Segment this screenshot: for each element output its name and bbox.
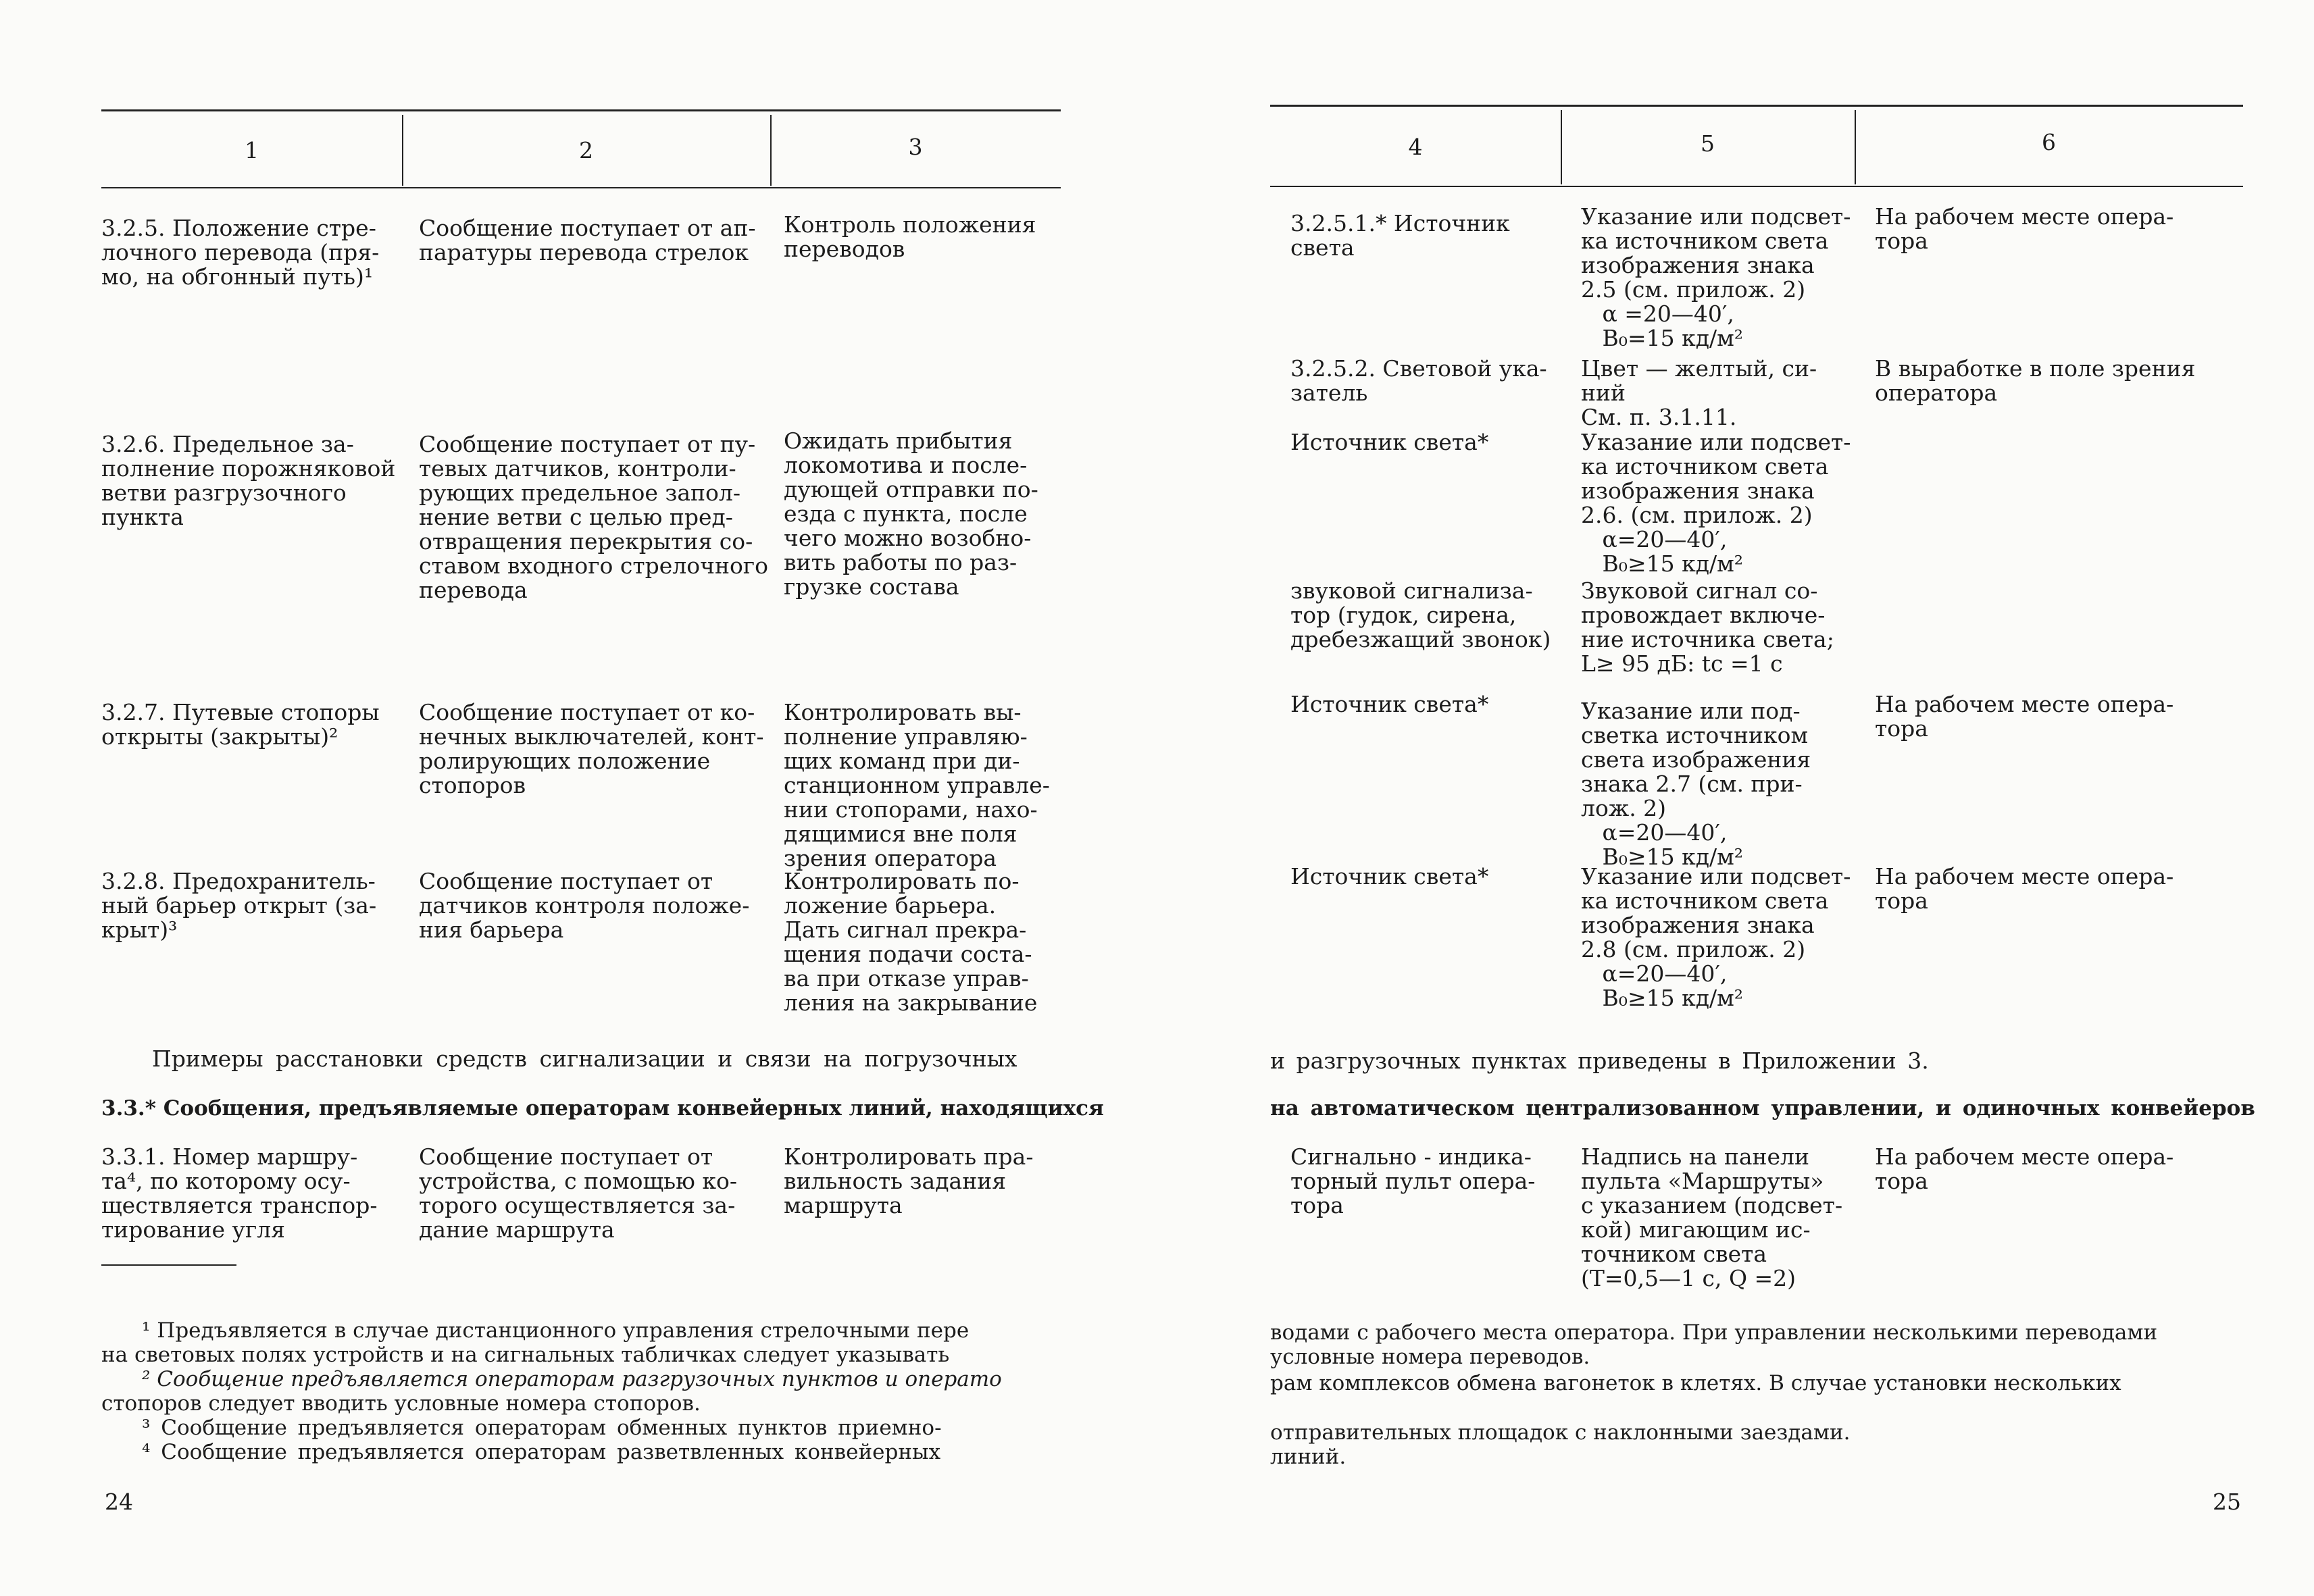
table-top-rule — [101, 109, 1061, 111]
left-page — [101, 0, 1104, 1596]
column-header-2: 2 — [579, 137, 593, 163]
table-cell: Указание или подсвет- ка источником света изображения знака 2.6. (см. прилож. 2) α=20—40′, B₀≥15 кд/м² — [1581, 429, 1851, 577]
table-cell: Сообщение поступает от ап- паратуры перевода стрелок — [419, 215, 756, 265]
table-cell: Сигнально - индика- торный пульт опера- тора — [1290, 1143, 1536, 1218]
table-cell: звуковой сигнализа- тор (гудок, сирена, дребезжащий звонок) — [1290, 577, 1551, 652]
examples-line: и разгрузочных пунктах приведены в Приложении 3. — [1270, 1048, 1929, 1074]
right-page — [1270, 0, 2255, 1596]
footnote-line: ⁴ Сообщение предъявляется операторам разветвленных конвейерных — [142, 1440, 941, 1464]
table-cell: В выработке в поле зрения оператора — [1875, 355, 2196, 406]
table-cell: Сообщение поступает от датчиков контроля положе- ния барьера — [419, 868, 750, 943]
section-title: на автоматическом централизованном управлении, и одиночных конвейеров — [1270, 1096, 2255, 1121]
table-cell: Указание или под- светка источником света изображения знака 2.7 (см. при- лож. 2) α=20—40′, B₀≥15 кд/м² — [1581, 698, 1811, 870]
table-cell: На рабочем месте опера- тора — [1875, 863, 2174, 914]
table-cell: Контролировать вы- полнение управляю- щих команд при ди- станционном управле- нии стопорами, нахо- дящимися вне поля зрения оператора — [784, 699, 1050, 871]
footnote-line: стопоров следует вводить условные номера стопоров. — [101, 1391, 701, 1416]
column-header-6: 6 — [2042, 129, 2056, 155]
table-cell: На рабочем месте опера- тора — [1875, 691, 2174, 742]
table-cell: 3.2.5. Положение стре- лочного перевода (пря- мо, на обгонный путь)¹ — [101, 215, 380, 290]
table-cell: 3.2.5.2. Световой ука- затель — [1290, 355, 1547, 406]
table-cell: 3.2.5.1.* Источник света — [1290, 210, 1510, 261]
column-header-1: 1 — [245, 137, 259, 163]
header-bottom-rule — [101, 187, 1061, 188]
footnote-line: на световых полях устройств и на сигнальных табличках следует указывать — [101, 1343, 950, 1367]
footnote-line: рам комплексов обмена вагонеток в клетях. В случае установки нескольких — [1270, 1371, 2121, 1395]
table-cell: Контролировать по- ложение барьера. Дать сигнал прекра- щения подачи соста- ва при отказе управ- ления на закрывание — [784, 868, 1038, 1016]
table-cell: Сообщение поступает от пу- тевых датчиков, контроли- рующих предельное запол- нение ветви с целью пред- отвращения перекрытия со- ставом входного стрелочного перевода — [419, 431, 768, 603]
footnote-line: водами с рабочего места оператора. При управлении несколькими переводами — [1270, 1320, 2158, 1345]
table-cell: Источник света* — [1290, 429, 1489, 455]
table-cell: Надпись на панели пульта «Маршруты» с указанием (подсвет- кой) мигающим ис- точником света (T=0,5—1 с, Q =2) — [1581, 1143, 1843, 1291]
table-cell: Звуковой сигнал со- провождает включе- ние источника света; L≥ 95 дБ: tс =1 с — [1581, 577, 1834, 677]
page-number: 24 — [105, 1489, 133, 1515]
column-header-4: 4 — [1408, 134, 1423, 160]
footnote-line: условные номера переводов. — [1270, 1345, 1590, 1369]
footnote-line: ² Сообщение предъявляется операторам разгрузочных пунктов и операто — [142, 1367, 1002, 1391]
table-cell: На рабочем месте опера- тора — [1875, 203, 2174, 254]
footnote-line: ³ Сообщение предъявляется операторам обменных пунктов приемно- — [142, 1416, 942, 1440]
table-cell: Контролировать пра- вильность задания маршрута — [784, 1143, 1034, 1218]
table-cell: 3.2.6. Предельное за- полнение порожняковой ветви разгрузочного пункта — [101, 431, 396, 530]
table-cell: Источник света* — [1290, 863, 1489, 890]
table-cell: Указание или подсвет- ка источником света изображения знака 2.5 (см. прилож. 2) α =20—40′, B₀=15 кд/м² — [1581, 203, 1851, 351]
footnote-line: ¹ Предъявляется в случае дистанционного управления стрелочными пере — [142, 1318, 970, 1343]
header-bottom-rule — [1270, 186, 2243, 187]
table-cell: Источник света* — [1290, 691, 1489, 717]
column-header-3: 3 — [908, 134, 923, 160]
table-cell: На рабочем месте опера- тора — [1875, 1143, 2174, 1194]
table-cell: 3.3.1. Номер маршру- та⁴, по которому осу- ществляется транспор- тирование угля — [101, 1143, 378, 1243]
footnote-line: отправительных площадок с наклонными заездами. — [1270, 1420, 1851, 1445]
table-cell: Сообщение поступает от ко- нечных выключателей, конт- ролирующих положение стопоров — [419, 699, 764, 798]
table-cell: 3.2.8. Предохранитель- ный барьер открыт (за- крыт)³ — [101, 868, 377, 943]
section-title: 3.3.* Сообщения, предъявляемые операторам конвейерных линий, находящихся — [101, 1096, 1104, 1121]
table-top-rule — [1270, 105, 2243, 107]
table-cell: Контроль положения переводов — [784, 211, 1036, 262]
table-cell: Указание или подсвет- ка источником света изображения знака 2.8 (см. прилож. 2) α=20—40′, B₀≥15 кд/м² — [1581, 863, 1851, 1011]
table-cell: Сообщение поступает от устройства, с помощью ко- торого осуществляется за- дание маршрута — [419, 1143, 737, 1243]
footnote-line: линий. — [1270, 1445, 1347, 1469]
table-cell: Ожидать прибытия локомотива и после- дующей отправки по- езда с пункта, после чего можно возобно- вить работы по раз- грузке состава — [784, 428, 1038, 600]
table-cell: 3.2.7. Путевые стопоры открыты (закрыты)² — [101, 699, 380, 750]
examples-line: Примеры расстановки средств сигнализации и связи на погрузочных — [152, 1046, 1017, 1072]
table-cell: Цвет — желтый, си- ний См. п. 3.1.11. — [1581, 355, 1817, 430]
page-number: 25 — [2213, 1489, 2241, 1515]
column-header-5: 5 — [1701, 130, 1715, 157]
footnote-rule — [101, 1264, 236, 1266]
